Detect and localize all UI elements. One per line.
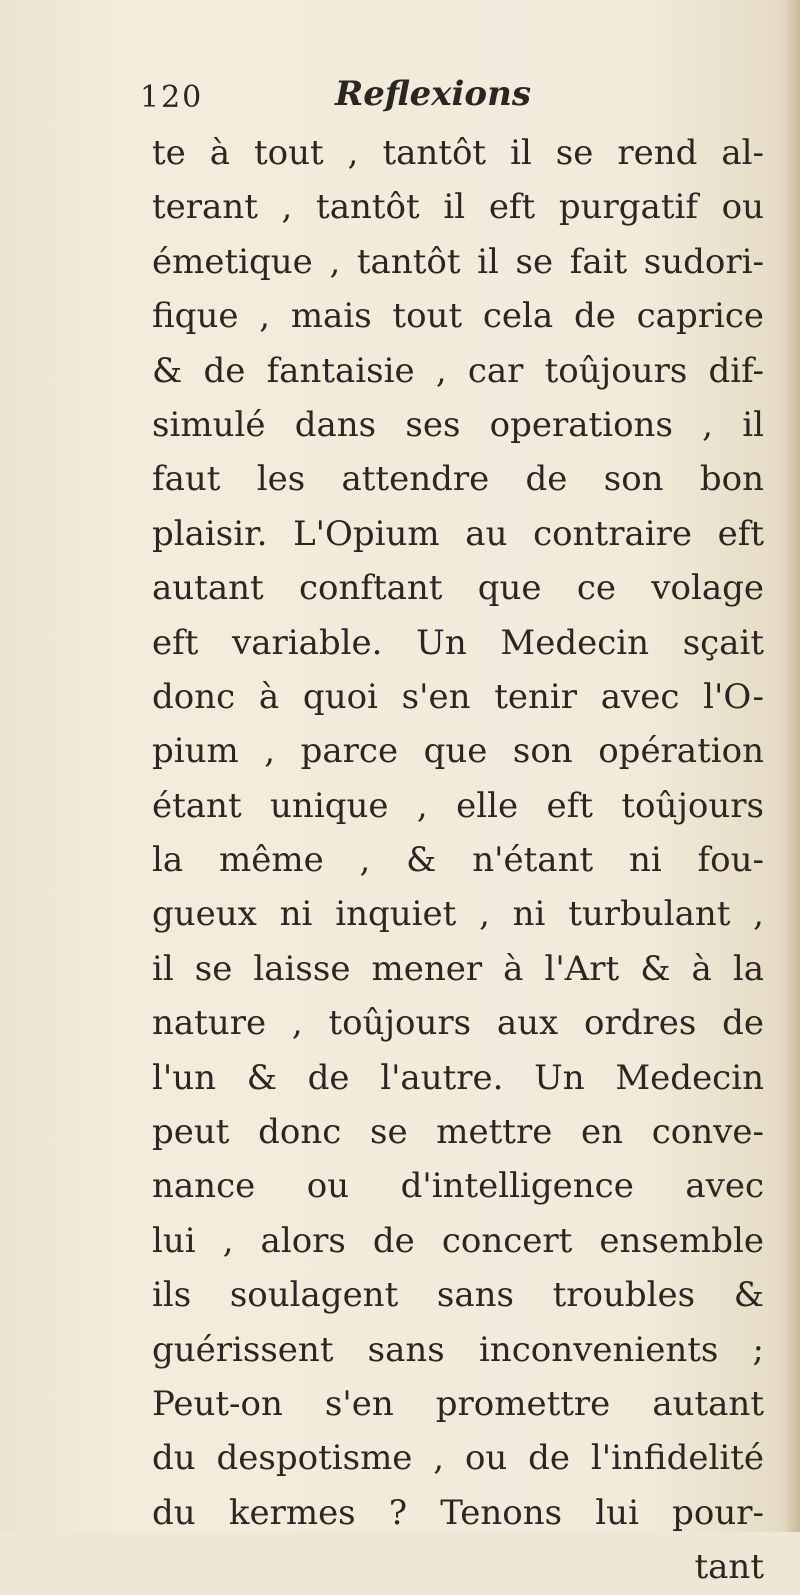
text-line: l'un & de l'autre. Un Medecin (152, 1057, 764, 1098)
body-text (152, 126, 764, 1595)
text-line: du despotisme , ou de l'infidelité (152, 1438, 764, 1479)
text-line: te à tout , tantôt il se rend al- (152, 133, 764, 173)
text-line: & de fantaisie , car toûjours dif- (152, 350, 764, 391)
text-line: guérissent sans inconvenients ; (152, 1329, 764, 1370)
text-line: plaisir. L'Opium au contraire eft (152, 513, 764, 554)
text-line: nature , toûjours aux ordres de (152, 1003, 764, 1044)
text-line: étant unique , elle eft toûjours (152, 785, 764, 826)
text-line: du kermes ? Tenons lui pour- (152, 1492, 764, 1533)
text-line: émetique , tantôt il se fait sudori- (152, 241, 764, 282)
text-line: eft variable. Un Medecin sçait (152, 622, 764, 663)
text-line: il se laisse mener à l'Art & à la (152, 948, 764, 989)
page-number: 120 (140, 80, 204, 115)
page-edge-shadow (786, 0, 800, 1532)
text-line: Peut-on s'en promettre autant (152, 1383, 764, 1424)
page-header (140, 72, 760, 122)
text-line: peut donc se mettre en conve- (152, 1112, 764, 1153)
text-line: fique , mais tout cela de caprice (152, 296, 764, 337)
text-line: pium , parce que son opération (152, 731, 764, 772)
text-line: simulé dans ses operations , il (152, 404, 764, 445)
text-line: nance ou d'intelligence avec (152, 1166, 764, 1207)
catchword: tant (694, 1547, 764, 1588)
text-line: la même , & n'étant ni fou- (152, 840, 764, 881)
text-line: autant conftant que ce volage (152, 568, 764, 609)
text-line: gueux ni inquiet , ni turbulant , (152, 894, 764, 935)
text-line: faut les attendre de son bon (152, 459, 764, 500)
text-line: ils soulagent sans troubles & (152, 1275, 764, 1316)
text-line: lui , alors de concert ensemble (152, 1220, 764, 1261)
text-line: terant , tantôt il eft purgatif ou (152, 187, 764, 228)
running-head: Reflexions (335, 74, 531, 114)
text-line: donc à quoi s'en tenir avec l'O- (152, 676, 764, 717)
